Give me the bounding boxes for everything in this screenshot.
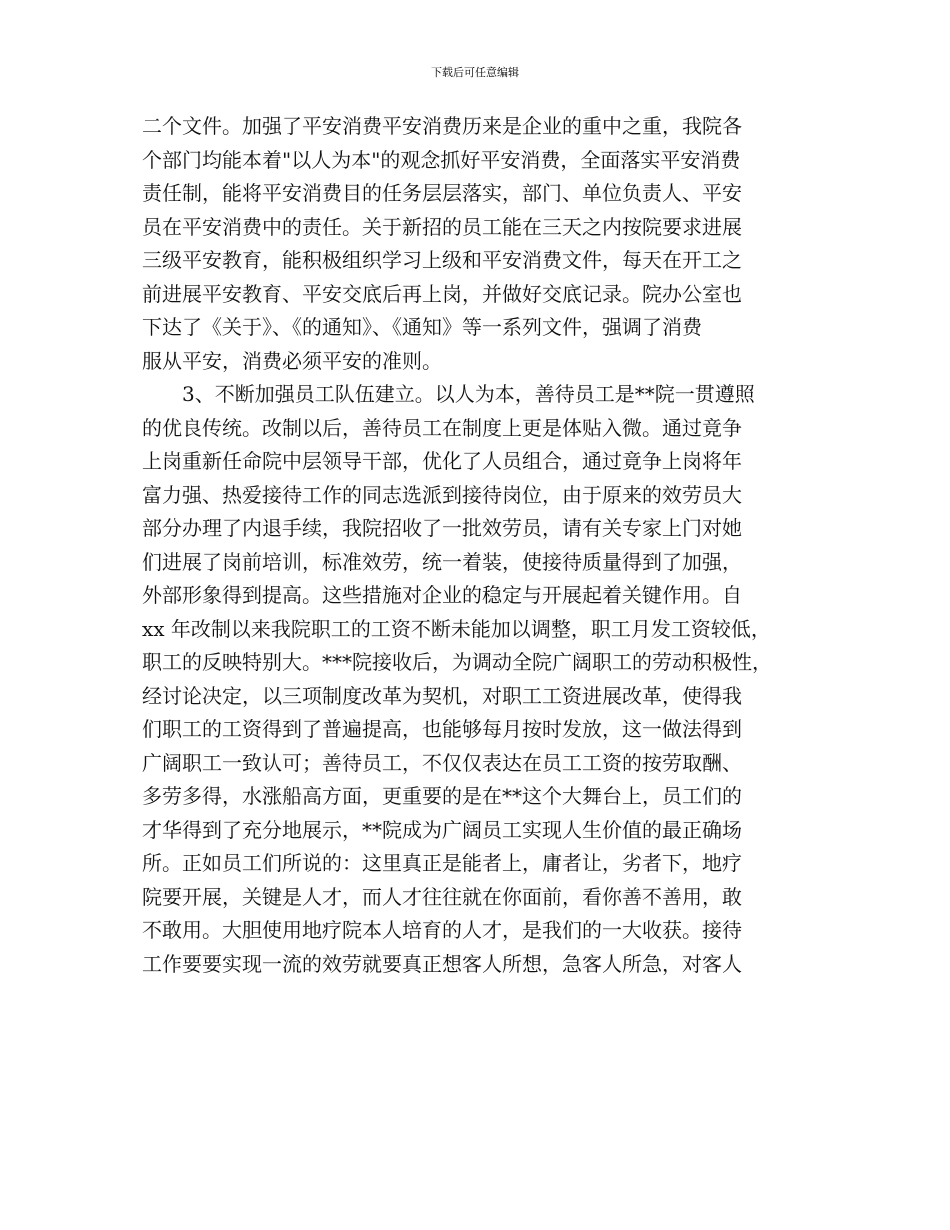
text-line: 服从平安，消费必须平安的准则。 xyxy=(142,348,442,373)
text-line: 责任制，能将平安消费目的任务层层落实，部门、单位负责人、平安 xyxy=(142,181,742,205)
text-line: 二个文件。加强了平安消费平安消费历来是企业的重中之重，我院各 xyxy=(142,114,742,138)
text-line: 员在平安消费中的责任。关于新招的员工能在三天之内按院要求进展 xyxy=(142,214,742,239)
text-line: 不敢用。大胆使用地疗院本人培育的人才，是我们的一大收获。接待 xyxy=(142,918,742,942)
text-line: xx 年改制以来我院职工的工资不断未能加以调整，职工月发工资较低， xyxy=(142,616,771,641)
text-line: 三级平安教育，能积极组织学习上级和平安消费文件，每天在开工之 xyxy=(142,248,742,272)
text-line: 们进展了岗前培训，标准效劳，统一着装，使接待质量得到了加强， xyxy=(142,549,742,574)
text-line: 下达了《关于》、《的通知》、《通知》等一系列文件，强调了消费 xyxy=(142,315,702,339)
text-line: 部分办理了内退手续，我院招收了一批效劳员，请有关专家上门对她 xyxy=(142,516,742,540)
body-text xyxy=(142,110,822,981)
text-line: 经讨论决定，以三项制度改革为契机，对职工工资进展改革，使得我 xyxy=(142,683,742,708)
text-line: 前进展平安教育、平安交底后再上岗，并做好交底记录。院办公室也 xyxy=(142,281,742,306)
text-line: 个部门均能本着"以人为本"的观念抓好平安消费，全面落实平安消费 xyxy=(142,147,741,172)
text-line: 外部形象得到提高。这些措施对企业的稳定与开展起着关键作用。自 xyxy=(142,583,742,607)
text-line: 多劳多得，水涨船高方面，更重要的是在**这个大舞台上，员工们的 xyxy=(142,784,742,808)
text-line: 富力强、热爱接待工作的同志选派到接待岗位，由于原来的效劳员大 xyxy=(142,482,742,507)
text-line: 广阔职工一致认可；善待员工，不仅仅表达在员工工资的按劳取酬、 xyxy=(142,750,742,775)
text-line: 职工的反映特别大。***院接收后，为调动全院广阔职工的劳动积极性， xyxy=(142,650,772,674)
text-line: 才华得到了充分地展示，**院成为广阔员工实现人生价值的最正确场 xyxy=(142,817,742,842)
text-line: 院要开展，关键是人才，而人才往往就在你面前，看你善不善用，敢 xyxy=(142,884,742,909)
paragraph-start-line: 3、不断加强员工队伍建立。以人为本，善待员工是**院一贯遵照 xyxy=(182,382,755,406)
text-line: 上岗重新任命院中层领导干部，优化了人员组合，通过竟争上岗将年 xyxy=(142,449,742,473)
page-header: 下载后可任意编辑 xyxy=(431,66,519,79)
text-line: 们职工的工资得到了普遍提高，也能够每月按时发放，这一做法得到 xyxy=(142,717,742,741)
text-line: 的优良传统。改制以后，善待员工在制度上更是体贴入微。通过竟争 xyxy=(142,415,742,440)
text-line: 所。正如员工们所说的：这里真正是能者上，庸者让，劣者下，地疗 xyxy=(142,851,742,875)
text-line: 工作要要实现一流的效劳就要真正想客人所想，急客人所急，对客人 xyxy=(142,951,742,976)
